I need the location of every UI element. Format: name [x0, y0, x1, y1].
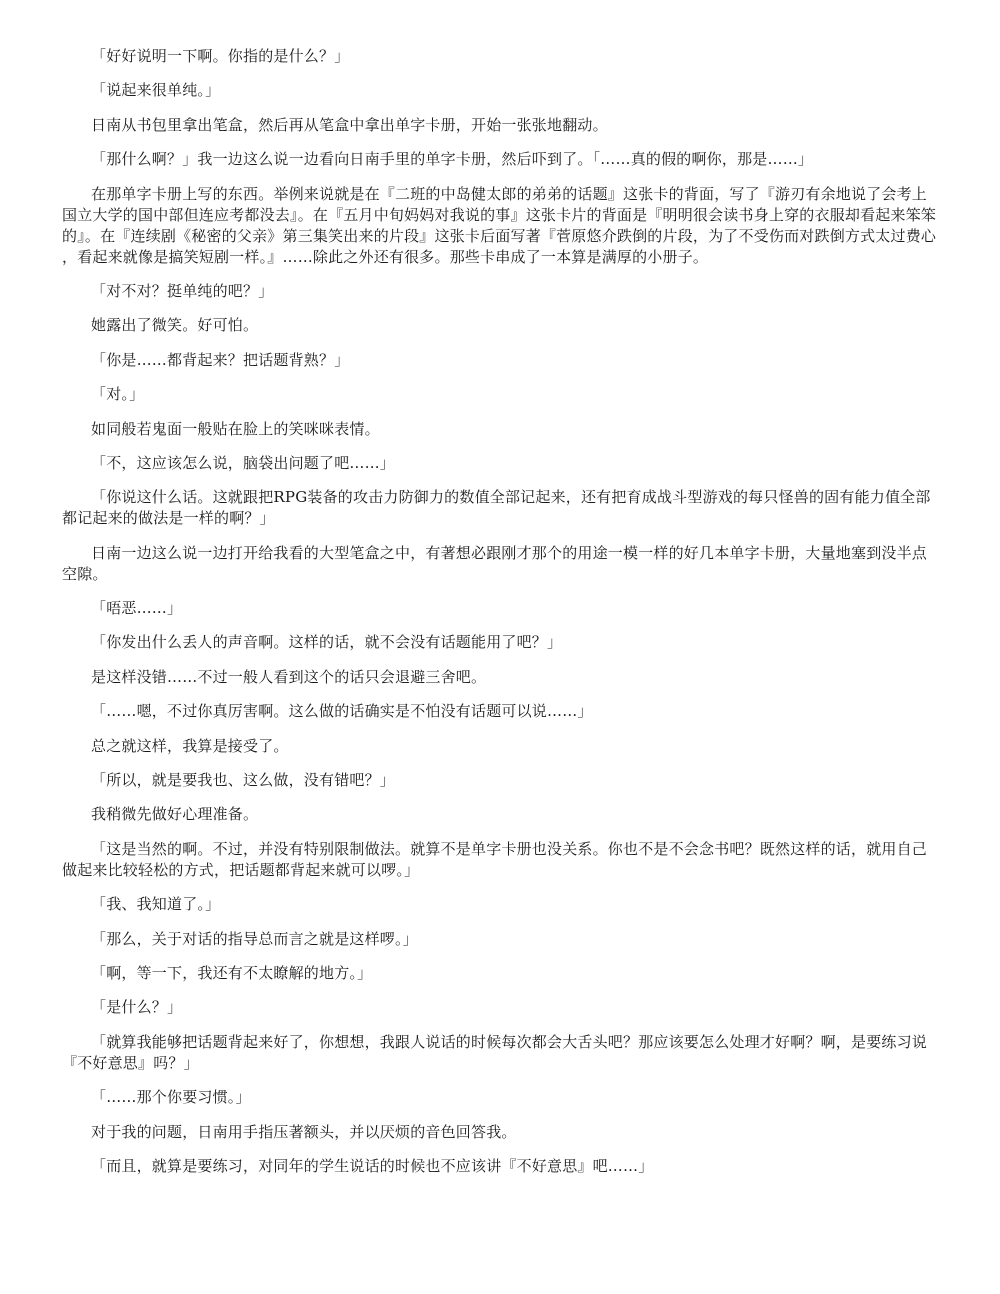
paragraph: 她露出了微笑。好可怕。	[91, 316, 259, 335]
paragraph: 「那什么啊？」我一边这么说一边看向日南手里的单字卡册，然后吓到了。「……真的假的啊你，那是……」	[91, 150, 814, 169]
paragraph: 「是什么？」	[91, 998, 183, 1017]
paragraph: 「而且，就算是要练习，对同年的学生说话的时候也不应该讲『不好意思』吧……」	[91, 1156, 654, 1175]
paragraph: 「就算我能够把话题背起来好了，你想想，我跟人说话的时候每次都会大舌头吧？那应该要怎么处理才好啊？啊，是要练习说『不好意思』吗？」	[62, 1032, 928, 1072]
paragraph: 在那单字卡册上写的东西。举例来说就是在『二班的中岛健太郎的弟弟的话题』这张卡的背面，写了『游刃有余地说了会考上国立大学的国中部但连应考都没去』。在『五月中旬妈妈对我说的事』这张卡片的背面是『明明很会读书身上穿的衣服却看起来笨笨的』。在『连续剧《秘密的父亲》第三集笑出来的片段』这张卡后面写著『菅原悠介跌倒的片段，为了不受伤而对跌倒方式太过费心，看起来就像是搞笑短剧一样。』……除此之外还有很多。那些卡串成了一本算是满厚的小册子。	[62, 184, 937, 266]
paragraph: 是这样没错……不过一般人看到这个的话只会退避三舍吧。	[91, 667, 487, 686]
paragraph: 对于我的问题，日南用手指压著额头，并以厌烦的音色回答我。	[91, 1122, 517, 1141]
paragraph: 「我、我知道了。」	[91, 895, 221, 914]
document-page	[62, 46, 942, 1190]
paragraph: 「……嗯，不过你真厉害啊。这么做的话确实是不怕没有话题可以说……」	[91, 702, 593, 721]
paragraph: 「对。」	[91, 385, 145, 404]
paragraph: 「那么，关于对话的指导总而言之就是这样啰。」	[91, 929, 418, 948]
paragraph: 「对不对？挺单纯的吧？」	[91, 281, 274, 300]
paragraph: 「不，这应该怎么说，脑袋出问题了吧……」	[91, 453, 396, 472]
paragraph: 「……那个你要习惯。」	[91, 1088, 251, 1107]
paragraph: 「所以，就是要我也、这么做，没有错吧？」	[91, 771, 396, 790]
paragraph: 总之就这样，我算是接受了。	[91, 736, 289, 755]
paragraph: 「你发出什么丢人的声音啊。这样的话，就不会没有话题能用了吧？」	[91, 633, 563, 652]
paragraph: 日南从书包里拿出笔盒，然后再从笔盒中拿出单字卡册，开始一张张地翻动。	[91, 115, 608, 134]
paragraph: 「唔恶……」	[91, 599, 183, 618]
paragraph: 「你是……都背起来？把话题背熟？」	[91, 350, 350, 369]
paragraph: 如同般若鬼面一般贴在脸上的笑咪咪表情。	[91, 419, 380, 438]
paragraph: 「好好说明一下啊。你指的是什么？」	[91, 47, 350, 65]
paragraph: 「这是当然的啊。不过，并没有特别限制做法。就算不是单字卡册也没关系。你也不是不会念书吧？既然这样的话，就用自己做起来比较轻松的方式，把话题都背起来就可以啰。」	[62, 839, 928, 879]
paragraph: 我稍微先做好心理准备。	[91, 805, 259, 824]
paragraph: 「啊，等一下，我还有不太瞭解的地方。」	[91, 963, 373, 982]
paragraph: 「你说这什么话。这就跟把RPG装备的攻击力防御力的数值全部记起来，还有把育成战斗型游戏的每只怪兽的固有能力值全部都记起来的做法是一样的啊？」	[62, 488, 931, 528]
paragraph: 「说起来很单纯。」	[91, 81, 221, 100]
paragraph: 日南一边这么说一边打开给我看的大型笔盒之中，有著想必跟刚才那个的用途一模一样的好几本单字卡册，大量地塞到没半点空隙。	[62, 543, 928, 583]
